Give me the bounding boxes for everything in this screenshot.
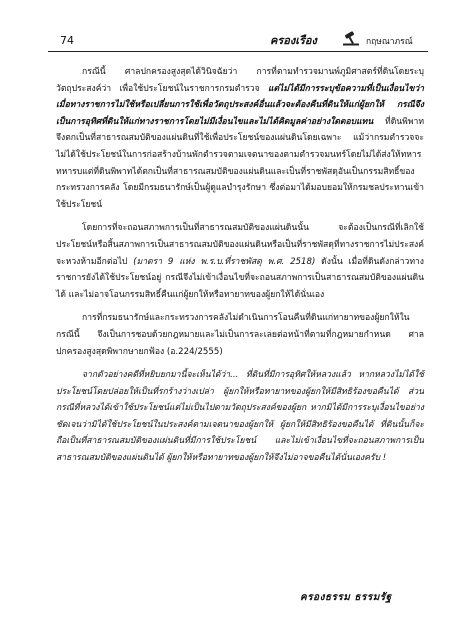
emphasis-text: แต่ไม่ได้มีการระบุข้อความที่เป็นเงื่อนไขว่า เมื่อทางราชการไม่ใช้หรือเปลี่ยนการใช้เพื่อวัตถุประสงค์อื่นแล้วจะต้องคืนที่ดินให้แก่ผู้ยกให้ กรณีจึงเป็นการอุทิศที่ดินให้แก่ทางราชการโดยไม่มีเงื่อนไขและไม่ได้คิดมูลค่าอย่างใดตอบแทน (56, 83, 424, 127)
paragraph (56, 64, 424, 213)
paragraph-text: ดังนั้น เมื่อที่ดินดังกล่าวทางราชการยังได้ใช้ประโยชน์อยู่ กรณีจึงไม่เข้าเงื่อนไขที่จะถอนสภาพการเป็นสาธารณสมบัติของแผ่นดินได้ และไม่อาจโอนกรรมสิทธิ์คืนแก่ผู้ยกให้หรือทายาทของผู้ยกให้ได้นั่นเอง (56, 256, 425, 300)
italic-text: จากตัวอย่างคดีที่หยิบยกมานี้จะเห็นได้ว่า... ที่ดินที่มีการอุทิศให้หลวงแล้ว หากหลวงไม่ได้ใช้ประโยชน์โดยปล่อยให้เป็นที่รกร้างว่างเปล่า ผู้ยกให้หรือทายาทของผู้ยกให้มีสิทธิร้องขอคืนได้ ส่วนกรณีที่หลวงได้เข้าใช้ประโยชน์แต่ไม่เป็นไปตามวัตถุประสงค์ของผู้ยก หากมิได้มีการระบุเงื่อนไขอย่างชัดเจนว่ามิได้ใช้ประโยชน์ในประสงค์ตามเจตนาของผู้ยกให้ ผู้ยกให้มีสิทธิร้องขอคืนได้ ที่ดินนั้นก็จะถือเป็นที่สาธารณสมบัติของแผ่นดินที่มีการใช้ประโยชน์ และไม่เข้าเงื่อนไขที่จะถอนสภาพการเป็นสาธารณสมบัติของแผ่นดินได้ ผู้ยกให้หรือทายาทของผู้ยกให้จึงไม่อาจขอคืนได้นั่นเองครับ ! (56, 370, 424, 464)
italic-text: (มาตรา 9 แห่ง พ.ร.บ.ที่ราชพัสดุ พ.ศ. 2518) (133, 256, 316, 267)
author-signature: ครองธรรม ธรรมรัฐ (300, 592, 392, 603)
body-text (56, 64, 424, 474)
paragraph (56, 310, 424, 360)
page-header (48, 28, 428, 50)
gavel-icon (342, 30, 360, 46)
header-divider (48, 51, 428, 52)
paragraph-text: การที่กรมธนารักษ์และกระทรวงการคลังไม่ดำเนินการโอนคืนที่ดินแก่ทายาทของผู้ยกให้ในกรณีนี้ จึงเป็นการชอบด้วยกฎหมายและไม่เป็นการละเลยต่อหน้าที่ตามที่กฎหมายกำหนด ศาลปกครองสูงสุดพิพากษายกฟ้อง (อ.224/2555) (56, 313, 424, 357)
brand-subtitle: กฤษณาภรณ์ (366, 37, 413, 47)
page-number: 74 (60, 34, 74, 47)
brand-logo: ครองเรือง (270, 34, 317, 47)
paragraph (56, 220, 424, 303)
paragraph-text: ที่ดินพิพาทจึงตกเป็นที่สาธารณสมบัติของแผ่นดินที่ใช้เพื่อประโยชน์ของแผ่นดินโดยเฉพาะ แม้ว่ากรมตำรวจจะไม่ได้ใช้ประโยชน์ในการก่อสร้างบ้านพักตำรวจตามเจตนาของตามตำรวจมนทร์โดยไม่ได้ส่งให้ทหารทหารบแต่ที่ดินพิพาทได้ตกเป็นที่สาธารณสมบัติของแผ่นดินและเป็นที่ราชพัสดุอันเป็นกรรมสิทธิ์ของกระทรวงการคลัง โดยมีกรมธนารักษ์เป็นผู้ดูแลบำรุงรักษา ซึ่งต่อมาได้มอบยอมให้กรมชลประทานเข้าใช้ประโยชน์ (56, 116, 424, 210)
paragraph-text: โดยการที่จะถอนสภาพการเป็นที่สาธารณสมบัติของแผ่นดินนั้น จะต้องเป็นกรณีที่เลิกใช้ประโยชน์หรือสิ้นสภาพการเป็นสาธารณสมบัติของแผ่นดินหรือเป็นที่ราชพัสดุที่ทางราชการไม่ประสงค์จะหวงห้ามอีกต่อไป (56, 223, 425, 267)
paragraph-text: กรณีนี้ ศาลปกครองสูงสุดได้วินิจฉัยว่า การที่ตามทำรวจมานพ์ภูมิศาสตร์ที่ดินโดยระบุวัตถุประสงค์ว่า เพื่อใช้ประโยชน์ในราชการกรมตำรวจ (56, 67, 424, 94)
paragraph (56, 367, 424, 467)
